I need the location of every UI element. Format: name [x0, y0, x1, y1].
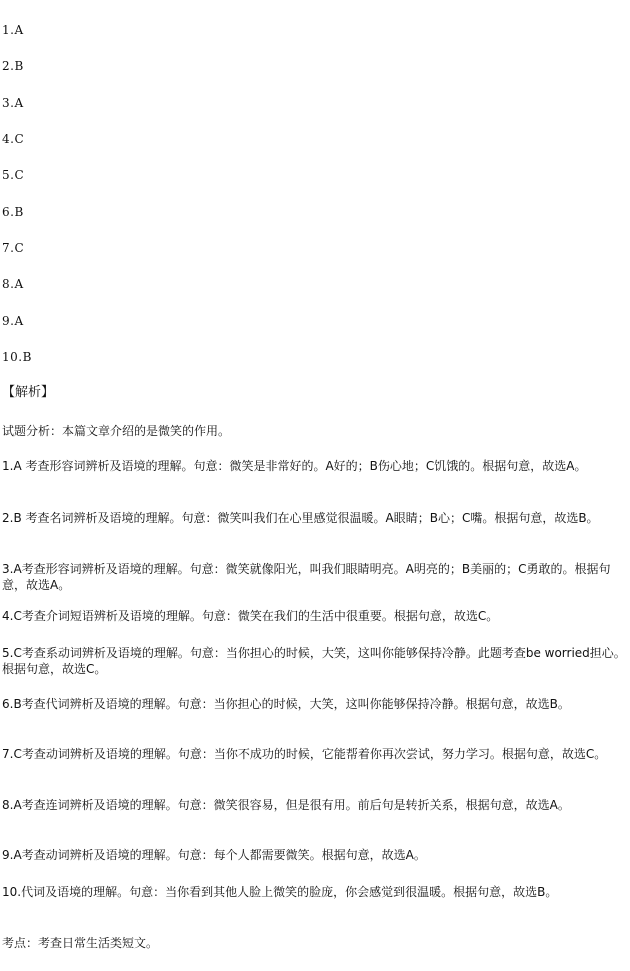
explanation-item: 3.A考查形容词辨析及语境的理解。句意：微笑就像阳光，叫我们眼睛明亮。A明亮的；B美丽的；C勇敢的。根据句意，故选A。 — [2, 562, 611, 592]
explanation-item: 4.C考查介词短语辨析及语境的理解。句意：微笑在我们的生活中很重要。根据句意，故选C。 — [2, 609, 499, 623]
kaodian-text: 考点：考查日常生活类短文。 — [2, 936, 159, 950]
answer-line: 7.C — [2, 241, 25, 255]
answer-line: 8.A — [2, 277, 24, 291]
answer-line: 10.B — [2, 350, 32, 364]
explanation-item: 6.B考查代词辨析及语境的理解。句意：当你担心的时候，大笑，这叫你能够保持冷静。根据句意，故选B。 — [2, 697, 570, 711]
answer-line: 2.B — [2, 59, 24, 73]
explanation-item: 1.A 考查形容词辨析及语境的理解。句意：微笑是非常好的。A好的；B伤心地；C饥饿的。根据句意，故选A。 — [2, 459, 587, 473]
explanation-item: 10.代词及语境的理解。句意：当你看到其他人脸上微笑的脸庞，你会感觉到很温暖。根据句意，故选B。 — [2, 885, 558, 899]
answer-line: 5.C — [2, 168, 25, 182]
explanation-item: 8.A考查连词辨析及语境的理解。句意：微笑很容易，但是很有用。前后句是转折关系，根据句意，故选A。 — [2, 798, 570, 812]
section-heading: 【解析】 — [2, 385, 55, 400]
answer-line: 1.A — [2, 23, 24, 37]
explanation-item: 7.C考查动词辨析及语境的理解。句意：当你不成功的时候，它能帮着你再次尝试，努力学习。根据句意，故选C。 — [2, 747, 607, 761]
answer-line: 9.A — [2, 314, 24, 328]
explanation-item: 2.B 考查名词辨析及语境的理解。句意：微笑叫我们在心里感觉很温暖。A眼睛；B心；C嘴。根据句意，故选B。 — [2, 511, 599, 525]
explanation-item: 9.A考查动词辨析及语境的理解。句意：每个人都需要微笑。根据句意，故选A。 — [2, 848, 426, 862]
explanation-item: 5.C考查系动词辨析及语境的理解。句意：当你担心的时候，大笑，这叫你能够保持冷静。此题考查be worried担心。根据句意，故选C。 — [2, 646, 626, 676]
summary-text: 试题分析：本篇文章介绍的是微笑的作用。 — [2, 424, 231, 438]
answer-line: 6.B — [2, 205, 24, 219]
answer-line: 3.A — [2, 96, 24, 110]
answer-line: 4.C — [2, 132, 25, 146]
